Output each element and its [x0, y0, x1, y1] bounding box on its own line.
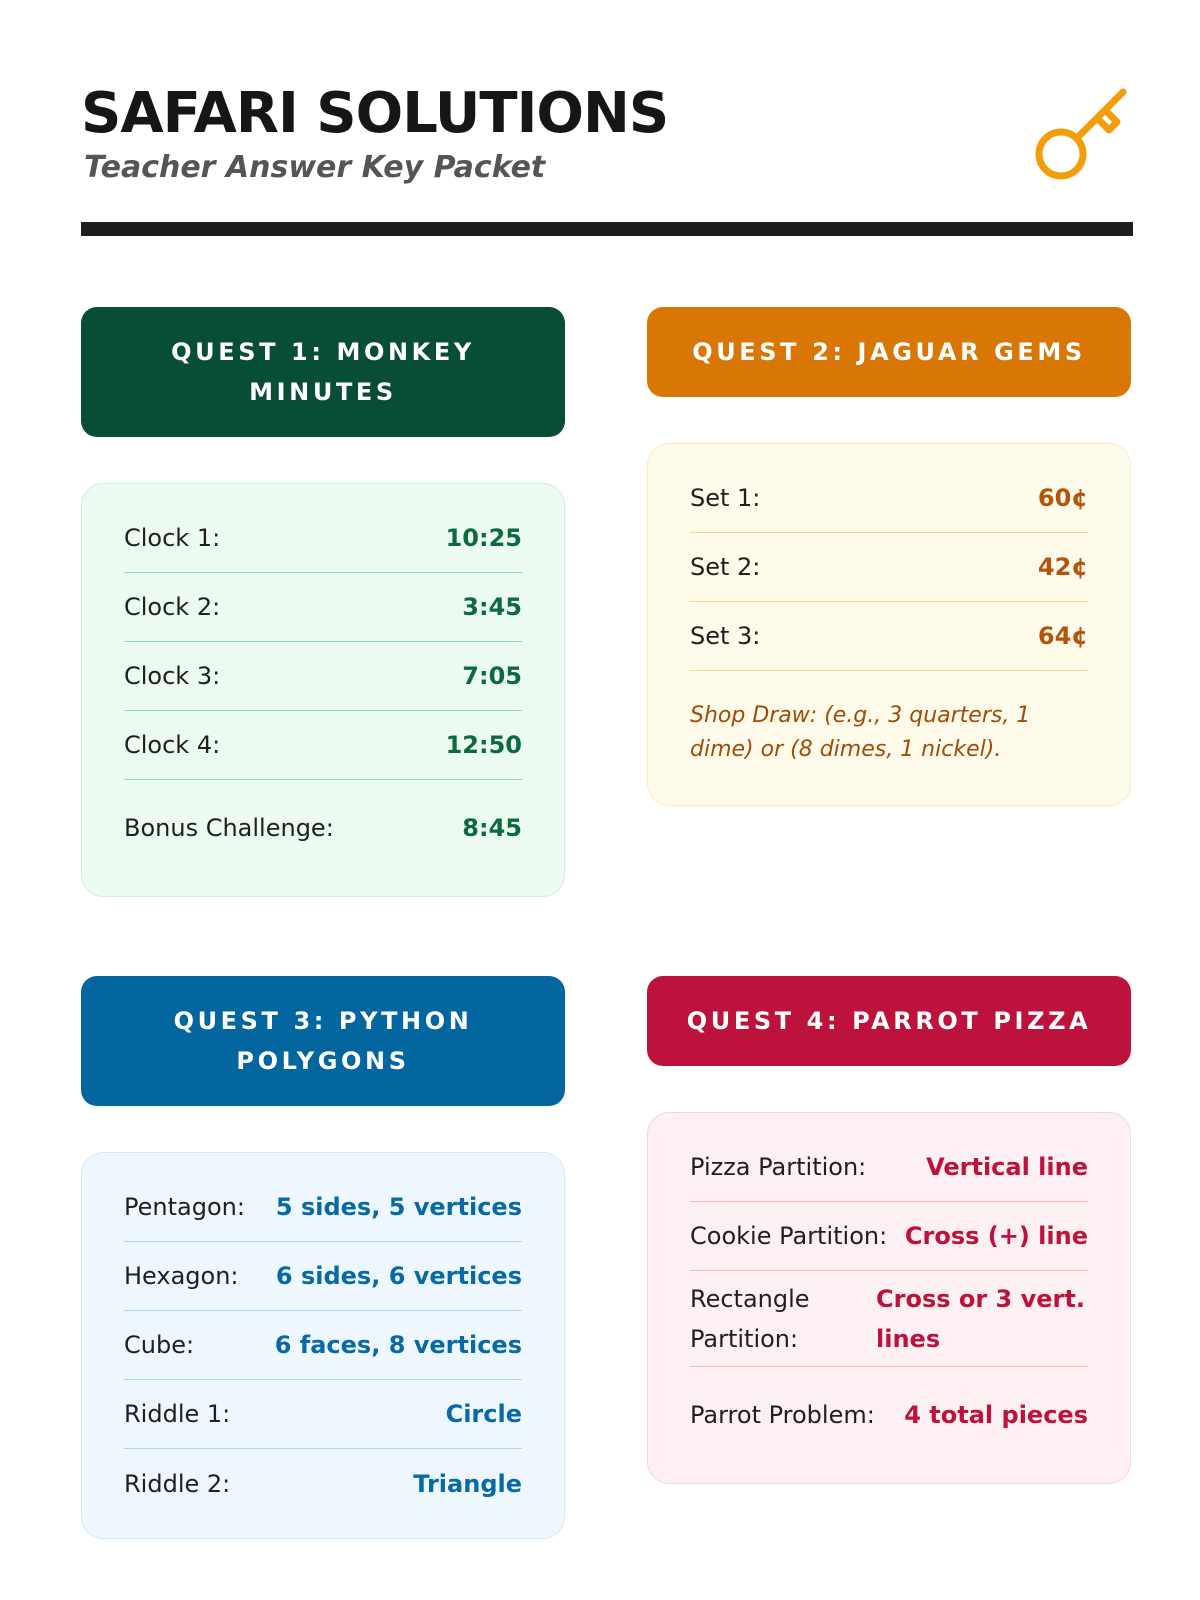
- answer-row: [124, 711, 522, 780]
- answer-label: Clock 1:: [124, 524, 221, 552]
- answer-row: [124, 1242, 522, 1311]
- bonus-row: [124, 780, 522, 876]
- answer-label: Rectangle Partition:: [690, 1284, 810, 1353]
- quest-1-title: QUEST 1: MONKEY MINUTES: [81, 307, 565, 437]
- answer-row: [124, 642, 522, 711]
- key-icon: [1029, 86, 1133, 190]
- answer-label: Riddle 1:: [124, 1400, 231, 1428]
- answer-value: Cross (+) line: [904, 1222, 1088, 1250]
- answer-row: [124, 1173, 522, 1242]
- answer-row: [690, 1133, 1088, 1202]
- page-header: [81, 82, 1133, 242]
- quest-2-answers: [647, 443, 1131, 806]
- answer-label: Cookie Partition:: [690, 1222, 888, 1250]
- page-title: SAFARI SOLUTIONS: [81, 81, 669, 146]
- answer-row: [124, 1311, 522, 1380]
- answer-value: 64¢: [1037, 622, 1088, 650]
- answer-row: [690, 1202, 1088, 1271]
- answer-value: 12:50: [445, 731, 522, 759]
- page-subtitle: Teacher Answer Key Packet: [84, 150, 546, 185]
- answer-row: [124, 1380, 522, 1449]
- quest-2-card: [647, 443, 1131, 806]
- quest-1-card: [81, 483, 565, 897]
- quest-4-card: [647, 1112, 1131, 1484]
- quest-4-section: [647, 976, 1131, 1066]
- answer-row: [124, 504, 522, 573]
- answer-value: 3:45: [462, 593, 522, 621]
- answer-label: Pizza Partition:: [690, 1153, 867, 1181]
- answer-value: 6 faces, 8 vertices: [274, 1331, 522, 1359]
- header-divider: [81, 222, 1133, 236]
- quest-1-section: [81, 307, 565, 437]
- answer-label: Parrot Problem:: [690, 1401, 875, 1429]
- answer-label: Pentagon:: [124, 1193, 245, 1221]
- answer-row: [690, 1271, 1088, 1367]
- quest-2-section: [647, 307, 1131, 397]
- answer-row: [690, 602, 1088, 671]
- answer-label: Set 3:: [690, 622, 761, 650]
- answer-label: Clock 4:: [124, 731, 221, 759]
- quest-3-section: [81, 976, 565, 1106]
- answer-row: [690, 533, 1088, 602]
- answer-value: 6 sides, 6 vertices: [275, 1262, 522, 1290]
- answer-value: Cross or 3 vert. lines: [876, 1284, 1085, 1353]
- answer-row: [124, 573, 522, 642]
- answer-value: 60¢: [1037, 484, 1088, 512]
- quest-4-title: QUEST 4: PARROT PIZZA: [647, 976, 1131, 1066]
- quest-3-card: [81, 1152, 565, 1539]
- answer-label: Clock 2:: [124, 593, 221, 621]
- quest-2-title: QUEST 2: JAGUAR GEMS: [647, 307, 1131, 397]
- quest-3-title: QUEST 3: PYTHON POLYGONS: [81, 976, 565, 1106]
- shop-draw-note: Shop Draw: (e.g., 3 quarters, 1 dime) or (8 dimes, 1 nickel).: [690, 703, 1031, 762]
- quest-4-answers: [647, 1112, 1131, 1484]
- answer-label: Set 2:: [690, 553, 761, 581]
- answer-value: Triangle: [413, 1469, 522, 1498]
- answer-label: Set 1:: [690, 484, 761, 512]
- answer-label: Cube:: [124, 1331, 195, 1359]
- answer-label: Hexagon:: [124, 1262, 239, 1290]
- quest-1-answers: [81, 483, 565, 897]
- answer-label: Clock 3:: [124, 662, 221, 690]
- answer-row: [124, 1449, 522, 1518]
- answer-value: 5 sides, 5 vertices: [275, 1193, 522, 1221]
- answer-row: [690, 1367, 1088, 1463]
- answer-value: Circle: [445, 1400, 522, 1428]
- answer-value: 7:05: [462, 662, 522, 690]
- answer-value: 42¢: [1037, 553, 1088, 581]
- answer-label: Bonus Challenge:: [124, 814, 334, 842]
- answer-value: 4 total pieces: [904, 1401, 1088, 1429]
- answer-label: Riddle 2:: [124, 1469, 231, 1498]
- answer-value: Vertical line: [926, 1153, 1088, 1181]
- answer-value: 8:45: [462, 814, 522, 842]
- quest-3-answers: [81, 1152, 565, 1539]
- answer-row: [690, 464, 1088, 533]
- answer-value: 10:25: [445, 524, 522, 552]
